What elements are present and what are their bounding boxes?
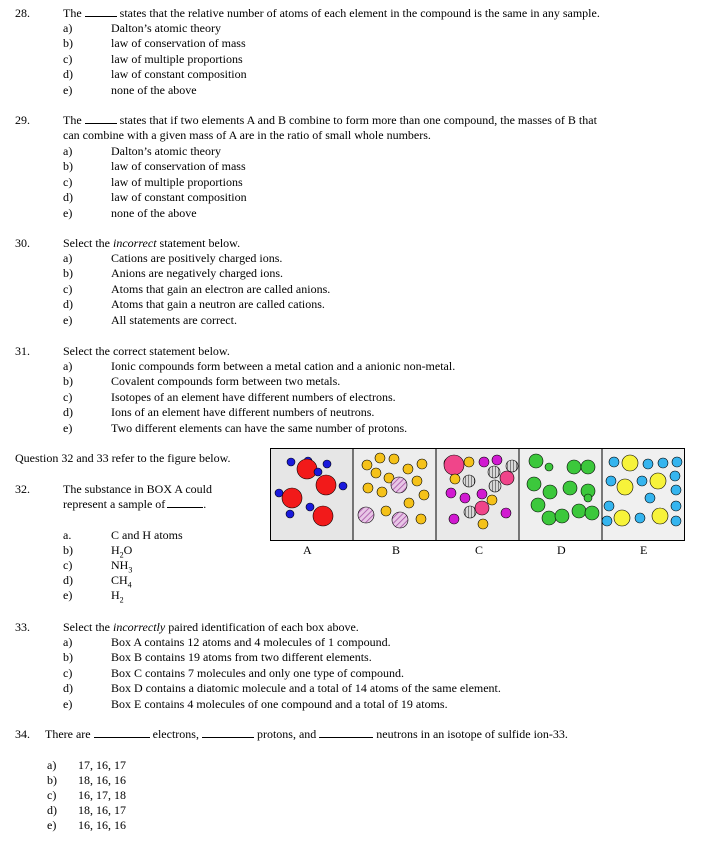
option-letter: b) xyxy=(63,159,73,174)
answer-blank xyxy=(319,727,373,738)
molecule-figure xyxy=(270,448,685,541)
question-stem: The substance in BOX A could xyxy=(63,482,212,496)
question-number: 33. xyxy=(15,620,30,634)
question-stem: Select the correct statement below. xyxy=(63,344,230,358)
option-letter: a) xyxy=(63,21,73,35)
question-stem: The states that if two elements A and B combine to form more than one compound, the masses of B that xyxy=(63,113,597,127)
option-text: 18, 16, 16 xyxy=(78,773,126,787)
option-letter: e) xyxy=(63,696,73,711)
option-letter: c) xyxy=(63,665,73,680)
option-text: Dalton’s atomic theory xyxy=(111,144,221,158)
box-label-b: B xyxy=(392,543,401,557)
box-label-c: C xyxy=(475,543,484,557)
option-letter: a) xyxy=(63,359,73,373)
option-letter: a) xyxy=(47,758,57,772)
option-text: Atoms that gain a neutron are called cations. xyxy=(111,297,325,312)
option-letter: a) xyxy=(63,144,73,158)
option-text: Cations are positively charged ions. xyxy=(111,251,283,265)
option-letter: d) xyxy=(63,190,73,205)
option-letter: e) xyxy=(63,588,73,602)
option-letter: a. xyxy=(63,528,72,542)
option-letter: b) xyxy=(63,650,73,665)
option-letter: b) xyxy=(47,773,57,787)
option-letter: d) xyxy=(63,67,73,82)
option-text: law of constant composition xyxy=(111,190,247,205)
option-text: Box C contains 7 molecules and only one type of compound. xyxy=(111,665,404,680)
answer-blank xyxy=(167,497,203,508)
box-label-a: A xyxy=(303,543,312,557)
option-text: Ionic compounds form between a metal cation and a anionic non-metal. xyxy=(111,359,456,373)
option-letter: e) xyxy=(63,420,73,435)
option-letter: c) xyxy=(63,51,73,66)
answer-blank xyxy=(85,113,117,124)
option-text: law of multiple proportions xyxy=(111,51,243,66)
option-letter: d) xyxy=(63,405,73,420)
option-text: none of the above xyxy=(111,82,197,97)
answer-blank xyxy=(202,727,254,738)
option-text: Anions are negatively charged ions. xyxy=(111,266,284,281)
option-letter: d) xyxy=(63,573,73,587)
option-letter: c) xyxy=(63,281,73,296)
option-letter: d) xyxy=(47,803,57,817)
option-text: Box E contains 4 molecules of one compound and a total of 19 atoms. xyxy=(111,696,448,711)
option-formula: $H_2$ xyxy=(111,588,124,605)
option-letter: a) xyxy=(63,635,73,649)
option-formula: $NH_3$ xyxy=(111,558,133,575)
option-letter: c) xyxy=(63,174,73,189)
option-text: 16, 16, 16 xyxy=(78,818,126,832)
option-letter: e) xyxy=(63,205,73,220)
option-letter: d) xyxy=(63,681,73,696)
question-number: 34. xyxy=(15,727,30,741)
question-number: 31. xyxy=(15,344,30,358)
option-text: law of multiple proportions xyxy=(111,174,243,189)
question-stem: There are electrons, protons, and neutrons in an isotope of sulfide ion-33. xyxy=(45,727,568,741)
option-letter: e) xyxy=(63,312,73,327)
option-text: 17, 16, 17 xyxy=(78,758,126,772)
question-number: 29. xyxy=(15,113,30,127)
option-text: Dalton’s atomic theory xyxy=(111,21,221,35)
option-letter: b) xyxy=(63,266,73,281)
box-label-e: E xyxy=(640,543,648,557)
question-number: 30. xyxy=(15,236,30,250)
question-stem: The states that the relative number of atoms of each element in the compound is the same in any sample. xyxy=(63,6,600,20)
option-text: All statements are correct. xyxy=(111,312,237,327)
question-number: 32. xyxy=(15,482,30,496)
option-letter: e) xyxy=(47,818,57,832)
option-text: C and H atoms xyxy=(111,528,183,542)
question-stem-line2: represent a sample of . xyxy=(63,497,207,511)
option-text: 16, 17, 18 xyxy=(78,788,126,802)
option-formula: $CH_4$ xyxy=(111,573,132,590)
option-text: Isotopes of an element have different numbers of electrons. xyxy=(111,389,396,404)
option-letter: d) xyxy=(63,297,73,312)
option-letter: c) xyxy=(63,558,73,572)
option-text: Two different elements can have the same number of protons. xyxy=(111,420,408,435)
option-letter: a) xyxy=(63,251,73,265)
option-formula: $H_2O$ xyxy=(111,543,133,560)
question-stem-line2: can combine with a given mass of A are in the ratio of small whole numbers. xyxy=(63,128,431,142)
option-letter: e) xyxy=(63,82,73,97)
option-text: 18, 16, 17 xyxy=(78,803,126,817)
option-text: law of conservation of mass xyxy=(111,159,246,174)
option-letter: c) xyxy=(63,389,73,404)
option-text: law of constant composition xyxy=(111,67,247,82)
option-letter: b) xyxy=(63,36,73,51)
option-text: law of conservation of mass xyxy=(111,36,246,51)
option-text: Ions of an element have different numbers of neutrons. xyxy=(111,405,375,420)
option-letter: b) xyxy=(63,543,73,557)
option-text: Box D contains a diatomic molecule and a total of 14 atoms of the same element. xyxy=(111,681,501,696)
question-stem: Select the incorrect statement below. xyxy=(63,236,241,250)
option-letter: c) xyxy=(47,788,57,802)
box-label-d: D xyxy=(557,543,566,557)
option-text: Atoms that gain an electron are called anions. xyxy=(111,281,331,296)
option-text: Box B contains 19 atoms from two different elements. xyxy=(111,650,372,665)
figure-intro: Question 32 and 33 refer to the figure below. xyxy=(15,451,231,465)
question-number: 28. xyxy=(15,6,30,20)
option-letter: b) xyxy=(63,374,73,389)
option-text: Box A contains 12 atoms and 4 molecules of 1 compound. xyxy=(111,635,391,649)
answer-blank xyxy=(94,727,150,738)
question-stem: Select the incorrectly paired identification of each box above. xyxy=(63,620,359,634)
option-text: none of the above xyxy=(111,205,197,220)
answer-blank xyxy=(85,6,117,17)
option-text: Covalent compounds form between two metals. xyxy=(111,374,341,389)
